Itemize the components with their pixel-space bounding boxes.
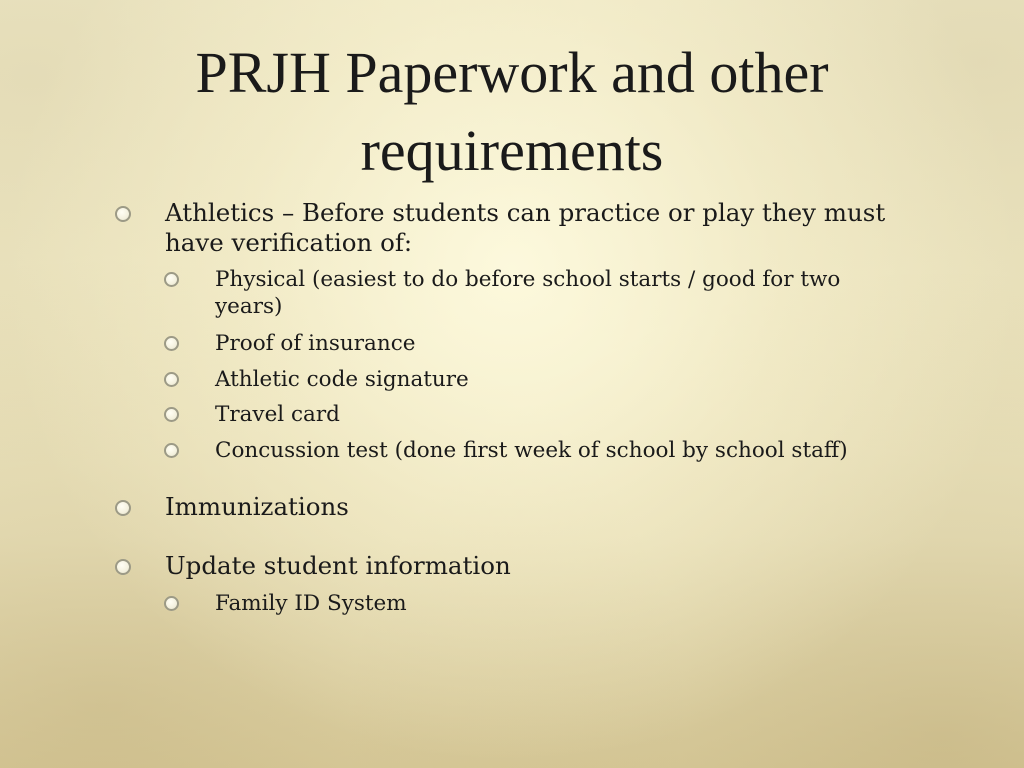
sub-bullet-travel-card (215, 401, 895, 428)
bullet-circle-icon (115, 500, 131, 516)
bullet-text: Concussion test (done first week of school by school staff) (215, 438, 848, 463)
bullet-circle-icon (115, 206, 131, 222)
bullet-text: Proof of insurance (215, 331, 416, 356)
sub-bullet-family-id (215, 590, 895, 617)
bullet-text: Athletics – Before students can practice or play they must have verification of: (165, 198, 886, 257)
bullet-circle-icon (164, 443, 179, 458)
bullet-immunizations (165, 492, 895, 522)
bullet-text: Athletic code signature (215, 367, 469, 392)
bullet-text: Immunizations (165, 492, 349, 521)
bullet-text: Physical (easiest to do before school starts / good for two years) (215, 267, 841, 319)
sub-bullet-physical (215, 266, 895, 320)
sub-bullet-athletic-code (215, 366, 895, 393)
bullet-text: Travel card (215, 402, 340, 427)
bullet-text: Update student information (165, 551, 511, 580)
bullet-circle-icon (164, 596, 179, 611)
sub-bullet-concussion (215, 437, 895, 464)
sub-bullet-insurance (215, 330, 895, 357)
bullet-circle-icon (164, 336, 179, 351)
bullet-circle-icon (164, 272, 179, 287)
bullet-circle-icon (164, 372, 179, 387)
bullet-athletics (165, 198, 895, 258)
bullet-circle-icon (115, 559, 131, 575)
bullet-text: Family ID System (215, 591, 407, 616)
bullet-update-student-info (165, 551, 895, 581)
slide-title: PRJH Paperwork and other requirements (195, 40, 829, 183)
bullet-circle-icon (164, 407, 179, 422)
